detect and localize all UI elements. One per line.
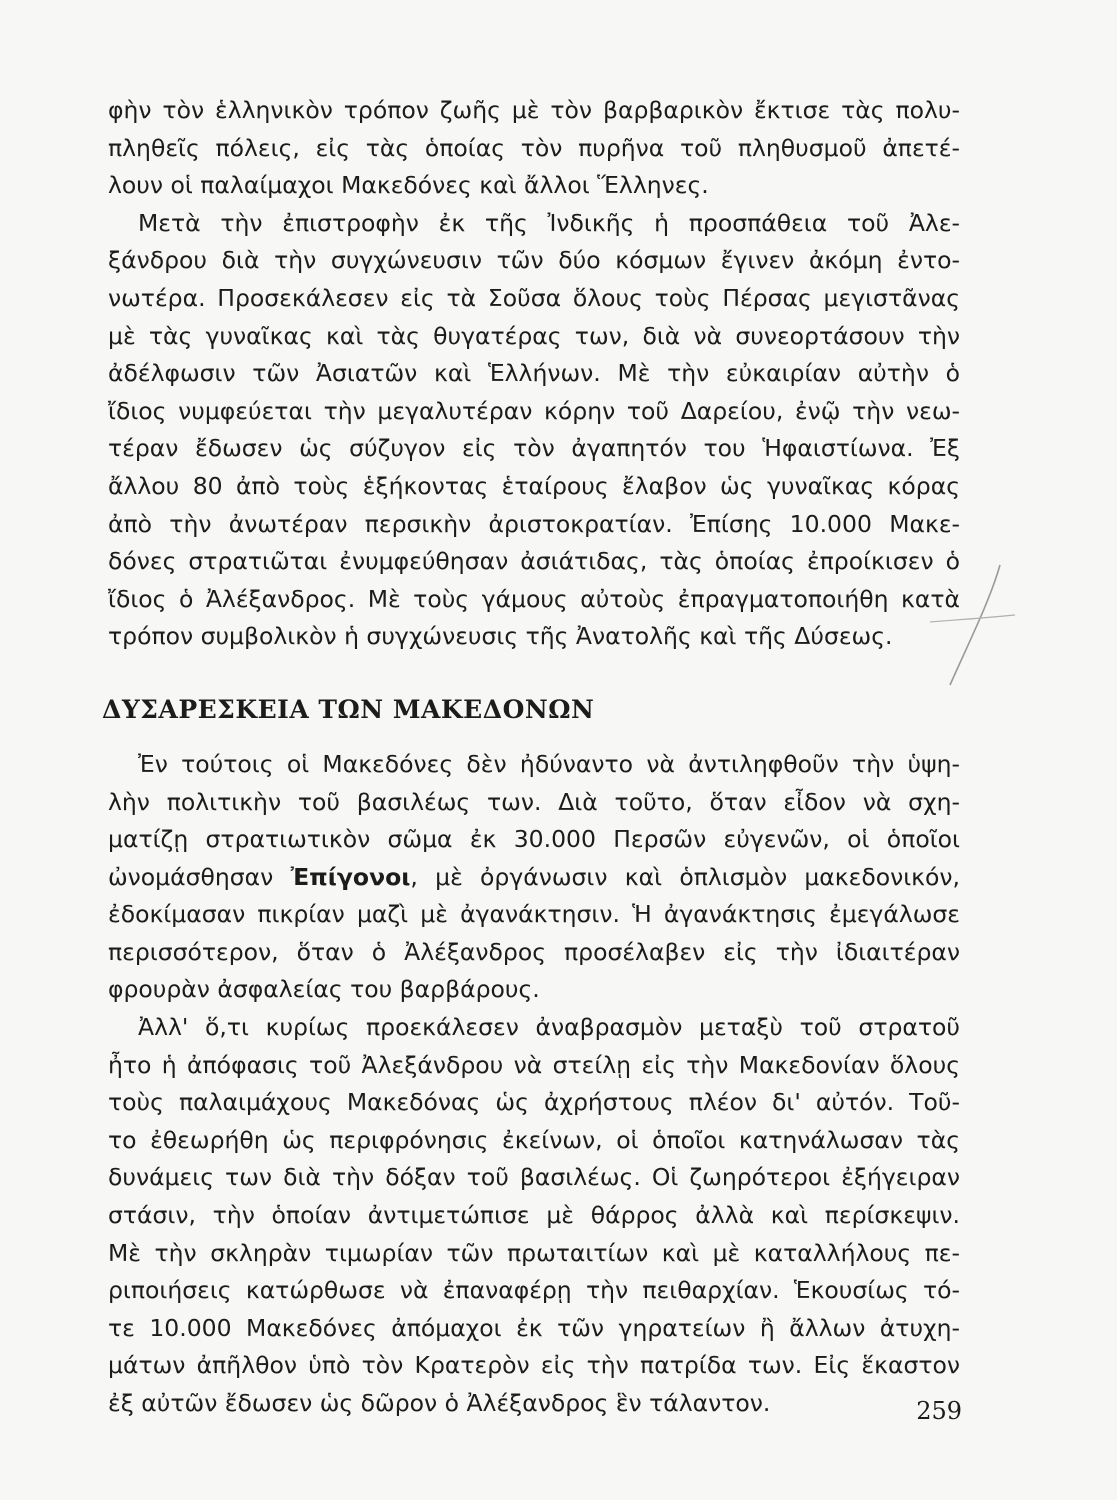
text-line: μὲ τὰς γυναῖκας καὶ τὰς θυγατέρας των, διὰ νὰ συνεορτάσουν τὴν [108,321,960,350]
section-heading: ΔΥΣΑΡΕΣΚΕΙΑ ΤΩΝ ΜΑΚΕΔΟΝΩΝ [102,694,595,724]
text-line: Ἐν τούτοις οἱ Μακεδόνες δὲν ἠδύναντο νὰ ἀντιληφθοῦν τὴν ὑψη- [138,749,960,778]
text-line: νωτέρα. Προσεκάλεσεν εἰς τὰ Σοῦσα ὅλους τοὺς Πέρσας μεγιστᾶνας [108,283,960,312]
text-line: Μὲ τὴν σκληρὰν τιμωρίαν τῶν πρωταιτίων καὶ μὲ καταλλήλους πε- [108,1238,960,1267]
text-line: ἴδιος ὁ Ἀλέξανδρος. Μὲ τοὺς γάμους αὐτοὺς ἐπραγματοποιήθη κατὰ [108,584,960,613]
paragraph-1 [108,92,960,205]
text-line: ἴδιος νυμφεύεται τὴν μεγαλυτέραν κόρην τοῦ Δαρείου, ἐνῷ τὴν νεω- [108,396,960,425]
text-fragment: , μὲ ὀργάνωσιν καὶ ὁπλισμὸν μακεδονικόν, [410,862,960,891]
text-line: λουν οἱ παλαίμαχοι Μακεδόνες καὶ ἄλλοι Ἕλληνες. [108,171,709,200]
text-line: φρουρὰν ἀσφαλείας του βαρβάρους. [108,975,540,1004]
text-line: ἐξ αὐτῶν ἔδωσεν ὡς δῶρον ὁ Ἀλέξανδρος ἓν τάλαντον. [108,1389,771,1417]
text-line: ριποιήσεις κατώρθωσε νὰ ἐπαναφέρῃ τὴν πειθαρχίαν. Ἑκουσίως τό- [108,1276,960,1305]
text-line: μάτων ἀπῆλθον ὑπὸ τὸν Κρατερὸν εἰς τὴν πατρίδα των. Εἰς ἕκαστον [108,1351,960,1380]
text-line: ἄλλου 80 ἀπὸ τοὺς ἑξήκοντας ἑταίρους ἔλαβον ὡς γυναῖκας κόρας [108,471,960,500]
page-number: 259 [916,1397,962,1425]
text-line: φὴν τὸν ἑλληνικὸν τρόπον ζωῆς μὲ τὸν βαρβαρικὸν ἔκτισε τὰς πολυ- [108,96,960,124]
text-fragment: ὠνομάσθησαν [108,862,291,891]
text-line: ἐδοκίμασαν πικρίαν μαζὶ μὲ ἀγανάκτησιν. Ἡ ἀγανάκτησις ἐμεγάλωσε [108,900,960,929]
text-line: το ἐθεωρήθη ὡς περιφρόνησις ἐκείνων, οἱ ὁποῖοι κατηνάλωσαν τὰς [108,1125,960,1154]
text-line: Ἀλλ' ὅ,τι κυρίως προεκάλεσεν ἀναβρασμὸν μεταξὺ τοῦ στρατοῦ [138,1013,960,1042]
text-line: τε 10.000 Μακεδόνες ἀπόμαχοι ἐκ τῶν γηρατείων ἢ ἄλλων ἀτυχη- [108,1313,960,1342]
paragraph-4 [108,1009,960,1423]
text-line: περισσότερον, ὅταν ὁ Ἀλέξανδρος προσέλαβεν εἰς τὴν ἰδιαιτέραν [108,937,960,966]
text-line: ματίζῃ στρατιωτικὸν σῶμα ἐκ 30.000 Περσῶν εὐγενῶν, οἱ ὁποῖοι [108,825,960,854]
text-line [108,859,960,897]
text-line: πληθεῖς πόλεις, εἰς τὰς ὁποίας τὸν πυρῆνα τοῦ πληθυσμοῦ ἀπετέ- [108,133,960,162]
text-line: ἀπὸ τὴν ἀνωτέραν περσικὴν ἀριστοκρατίαν. Ἐπίσης 10.000 Μακε- [108,509,960,538]
text-line: τρόπον συμβολικὸν ἡ συγχώνευσις τῆς Ἀνατολῆς καὶ τῆς Δύσεως. [108,622,893,651]
page-body [102,92,960,1423]
text-line: λὴν πολιτικὴν τοῦ βασιλέως των. Διὰ τοῦτο, ὅταν εἶδον νὰ σχη- [108,787,960,816]
pencil-mark [930,560,1020,690]
text-line: Μετὰ τὴν ἐπιστροφὴν ἐκ τῆς Ἰνδικῆς ἡ προσπάθεια τοῦ Ἀλε- [138,208,960,237]
paragraph-2 [108,205,960,656]
text-line: δόνες στρατιῶται ἐνυμφεύθησαν ἀσιάτιδας, τὰς ὁποίας ἐπροίκισεν ὁ [108,547,960,576]
text-line: ξάνδρου διὰ τὴν συγχώνευσιν τῶν δύο κόσμων ἔγινεν ἀκόμη ἐντο- [108,246,960,275]
text-line: τέραν ἔδωσεν ὡς σύζυγον εἰς τὸν ἀγαπητόν του Ἡφαιστίωνα. Ἐξ [108,434,960,463]
text-line: δυνάμεις των διὰ τὴν δόξαν τοῦ βασιλέως. Οἱ ζωηρότεροι ἐξήγειραν [108,1163,960,1192]
emphasized-term: Ἐπίγονοι [290,862,411,891]
text-line: ἀδέλφωσιν τῶν Ἀσιατῶν καὶ Ἑλλήνων. Μὲ τὴν εὐκαιρίαν αὐτὴν ὁ [108,359,960,388]
text-line: ἦτο ἡ ἀπόφασις τοῦ Ἀλεξάνδρου νὰ στείλῃ εἰς τὴν Μακεδονίαν ὅλους [108,1050,960,1079]
text-line: στάσιν, τὴν ὁποίαν ἀντιμετώπισε μὲ θάρρος ἀλλὰ καὶ περίσκεψιν. [108,1201,960,1230]
paragraph-3 [108,746,960,1009]
text-line: τοὺς παλαιμάχους Μακεδόνας ὡς ἀχρήστους πλέον δι' αὐτόν. Τοῦ- [108,1088,960,1117]
